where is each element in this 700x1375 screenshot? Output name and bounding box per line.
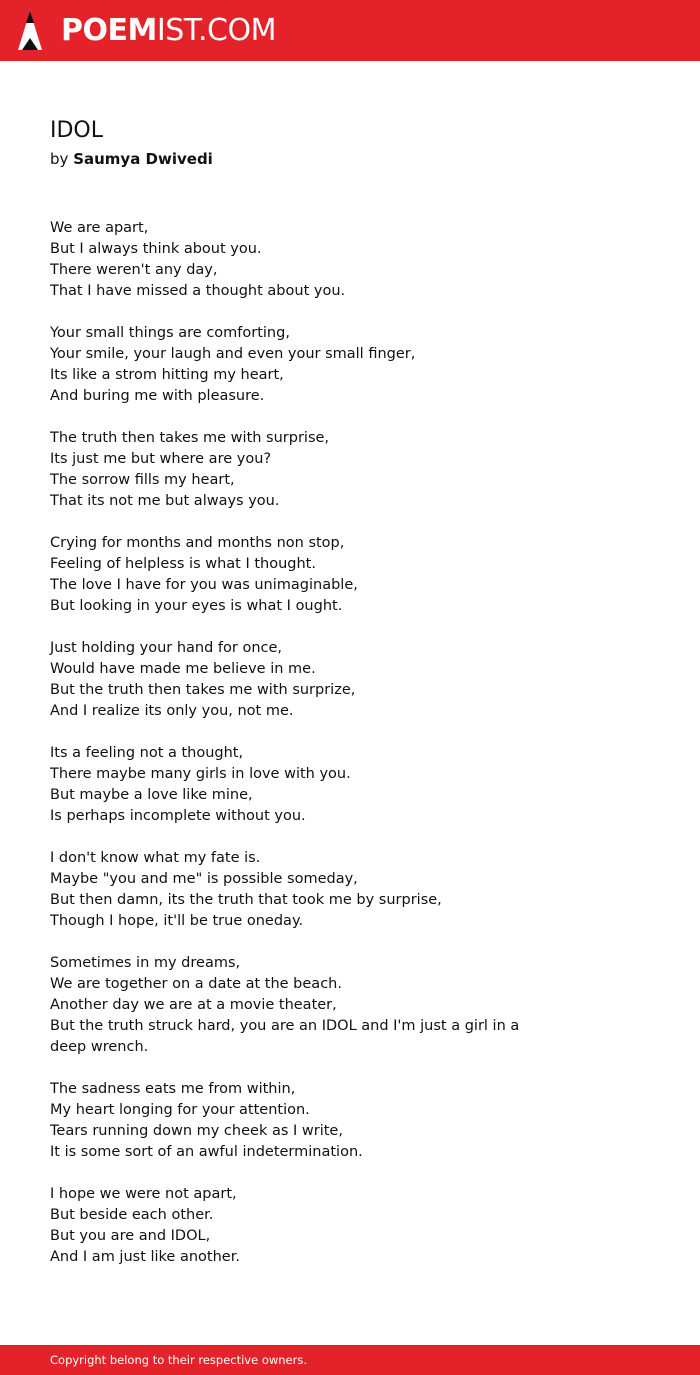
site-logo[interactable]: [17, 9, 276, 53]
poem-line: Though I hope, it'll be true oneday.: [50, 913, 304, 929]
poem-line: We are apart,: [50, 220, 149, 236]
poem-line: My heart longing for your attention.: [50, 1102, 310, 1118]
poem-line: But maybe a love like mine,: [50, 787, 253, 803]
poem-author: Saumya Dwivedi: [73, 150, 213, 168]
poem-line: The love I have for you was unimaginable,: [50, 577, 358, 593]
poem-line: And buring me with pleasure.: [50, 388, 265, 404]
poem-stanza: [50, 428, 560, 512]
poem-byline: [50, 148, 213, 170]
poem-line: But I always think about you.: [50, 241, 262, 257]
poem-line: Would have made me believe in me.: [50, 661, 316, 677]
poem-line: Its just me but where are you?: [50, 451, 272, 467]
poem-line: Its like a strom hitting my heart,: [50, 367, 284, 383]
poem-line: Just holding your hand for once,: [50, 640, 283, 656]
poem-stanza: [50, 848, 560, 932]
site-footer: [0, 1345, 700, 1375]
poem-stanza: [50, 953, 560, 1058]
pencil-icon: [17, 10, 43, 52]
poem-line: And I am just like another.: [50, 1249, 240, 1265]
poem-line: Feeling of helpless is what I thought.: [50, 556, 316, 572]
poem-stanza: [50, 218, 560, 302]
poem-line: Another day we are at a movie theater,: [50, 997, 337, 1013]
poem-line: But then damn, its the truth that took me by surprise,: [50, 892, 442, 908]
poem-line: But beside each other.: [50, 1207, 214, 1223]
poem-stanza: [50, 743, 560, 827]
poem-line: But the truth then takes me with surprize,: [50, 682, 356, 698]
poem-line: There maybe many girls in love with you.: [50, 766, 351, 782]
poem-line: Is perhaps incomplete without you.: [50, 808, 306, 824]
poem-line: And I realize its only you, not me.: [50, 703, 294, 719]
poem-line: But the truth struck hard, you are an IDOL and I'm just a girl in a deep wrench.: [50, 1018, 520, 1055]
poem-body: [50, 218, 560, 1289]
poem-title: IDOL: [50, 118, 104, 143]
poem-line: Its a feeling not a thought,: [50, 745, 244, 761]
logo-text-bold: POEM: [61, 13, 157, 48]
poem-line: Your smile, your laugh and even your small finger,: [50, 346, 416, 362]
poem-line: That its not me but always you.: [50, 493, 280, 509]
poem-line: Sometimes in my dreams,: [50, 955, 241, 971]
poem-line: I hope we were not apart,: [50, 1186, 237, 1202]
by-label: by: [50, 150, 69, 168]
poem-line: We are together on a date at the beach.: [50, 976, 342, 992]
poem-line: The truth then takes me with surprise,: [50, 430, 330, 446]
poem-line: There weren't any day,: [50, 262, 218, 278]
poem-stanza: [50, 638, 560, 722]
logo-text: [61, 13, 276, 48]
poem-line: I don't know what my fate is.: [50, 850, 261, 866]
poem-stanza: [50, 533, 560, 617]
poem-line: The sadness eats me from within,: [50, 1081, 296, 1097]
site-header: [0, 0, 700, 61]
poem-stanza: [50, 323, 560, 407]
poem-stanza: [50, 1079, 560, 1163]
poem-line: Your small things are comforting,: [50, 325, 290, 341]
poem-line: Tears running down my cheek as I write,: [50, 1123, 343, 1139]
poem-line: But looking in your eyes is what I ought.: [50, 598, 343, 614]
poem-line: Crying for months and months non stop,: [50, 535, 345, 551]
poem-stanza: [50, 1184, 560, 1268]
logo-text-light: IST.COM: [156, 13, 276, 48]
poem-line: That I have missed a thought about you.: [50, 283, 346, 299]
poem-line: Maybe "you and me" is possible someday,: [50, 871, 358, 887]
poem-line: It is some sort of an awful indetermination.: [50, 1144, 363, 1160]
poem-line: But you are and IDOL,: [50, 1228, 211, 1244]
copyright-text: Copyright belong to their respective owners.: [50, 1353, 308, 1367]
poem-line: The sorrow fills my heart,: [50, 472, 235, 488]
